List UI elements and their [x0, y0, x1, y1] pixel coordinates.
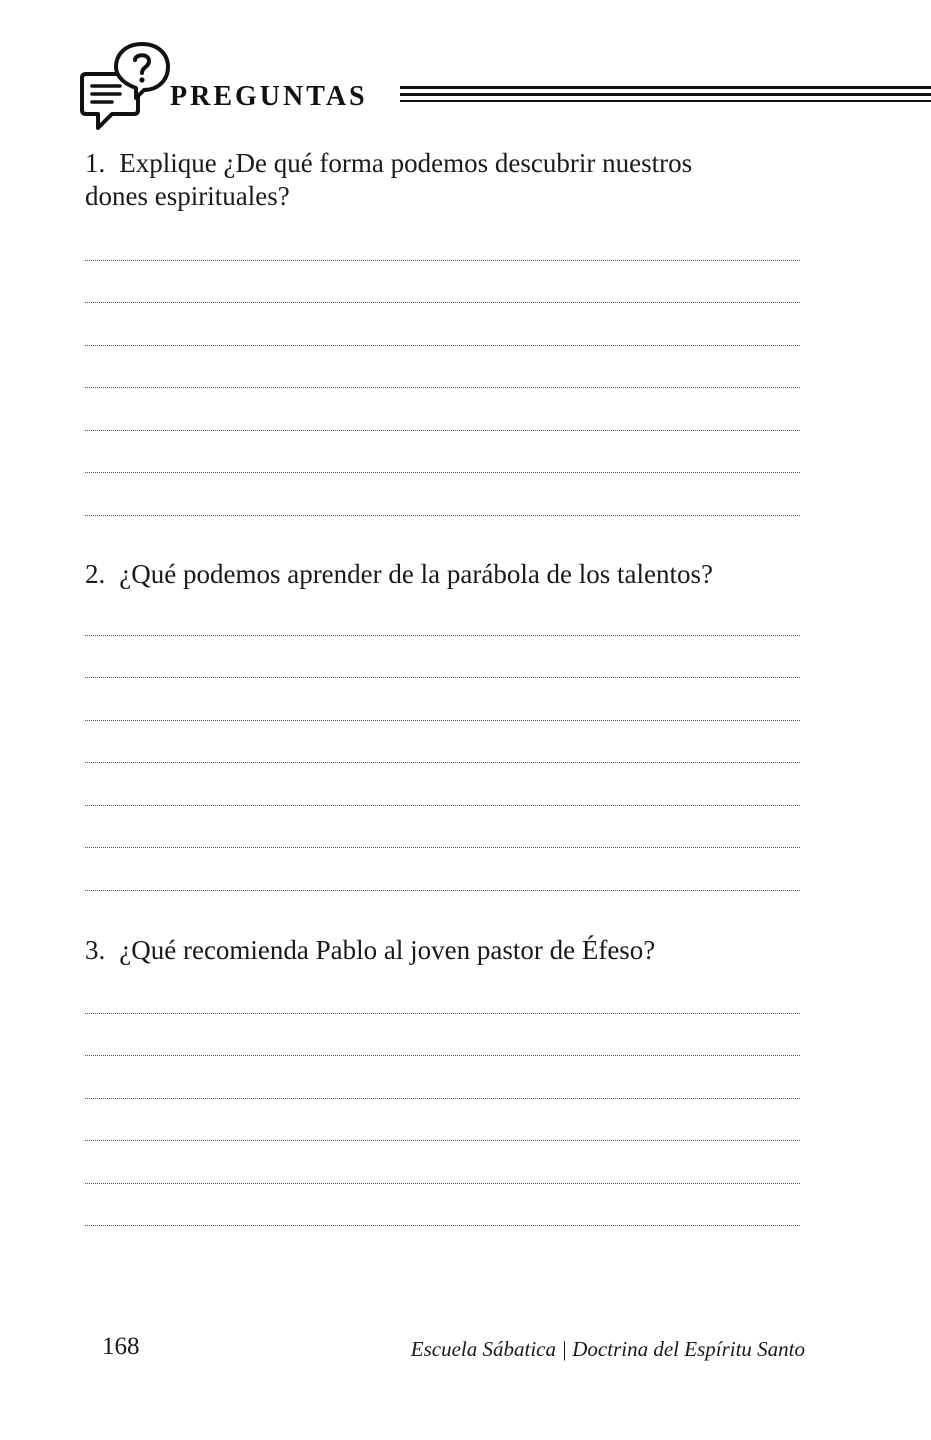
- answer-line[interactable]: [85, 1098, 800, 1099]
- answer-line[interactable]: [85, 430, 800, 431]
- page-title: PREGUNTAS: [170, 81, 368, 112]
- answer-line[interactable]: [85, 720, 800, 721]
- answer-line[interactable]: [85, 472, 800, 473]
- question-text-line2: dones espirituales?: [85, 181, 290, 211]
- answer-line[interactable]: [85, 847, 800, 848]
- section-header: [78, 40, 931, 135]
- answer-line[interactable]: [85, 1183, 800, 1184]
- answer-line[interactable]: [85, 1225, 800, 1226]
- answer-line[interactable]: [85, 1055, 800, 1056]
- answer-line[interactable]: [85, 260, 800, 261]
- answer-line[interactable]: [85, 762, 800, 763]
- question-number: 3.: [85, 935, 106, 965]
- page-number: 168: [102, 1333, 140, 1360]
- question-1: [85, 147, 785, 213]
- question-3: [85, 934, 785, 967]
- answer-line[interactable]: [85, 302, 800, 303]
- question-text: ¿Qué recomienda Pablo al joven pastor de Éfeso?: [119, 935, 656, 965]
- question-number: 1.: [85, 148, 106, 178]
- question-text: Explique ¿De qué forma podemos descubrir nuestros: [119, 148, 693, 178]
- answer-line[interactable]: [85, 635, 800, 636]
- answer-line[interactable]: [85, 345, 800, 346]
- answer-line[interactable]: [85, 515, 800, 516]
- question-text: ¿Qué podemos aprender de la parábola de los talentos?: [119, 559, 714, 589]
- answer-line[interactable]: [85, 1013, 800, 1014]
- answer-line[interactable]: [85, 890, 800, 891]
- question-2: [85, 558, 785, 591]
- answer-line[interactable]: [85, 387, 800, 388]
- header-rule: [400, 86, 931, 104]
- answer-line[interactable]: [85, 1140, 800, 1141]
- answer-line[interactable]: [85, 805, 800, 806]
- book-title: Escuela Sábatica | Doctrina del Espíritu Santo: [410, 1337, 805, 1361]
- question-number: 2.: [85, 559, 106, 589]
- answer-line[interactable]: [85, 677, 800, 678]
- chat-question-icon: [78, 40, 170, 132]
